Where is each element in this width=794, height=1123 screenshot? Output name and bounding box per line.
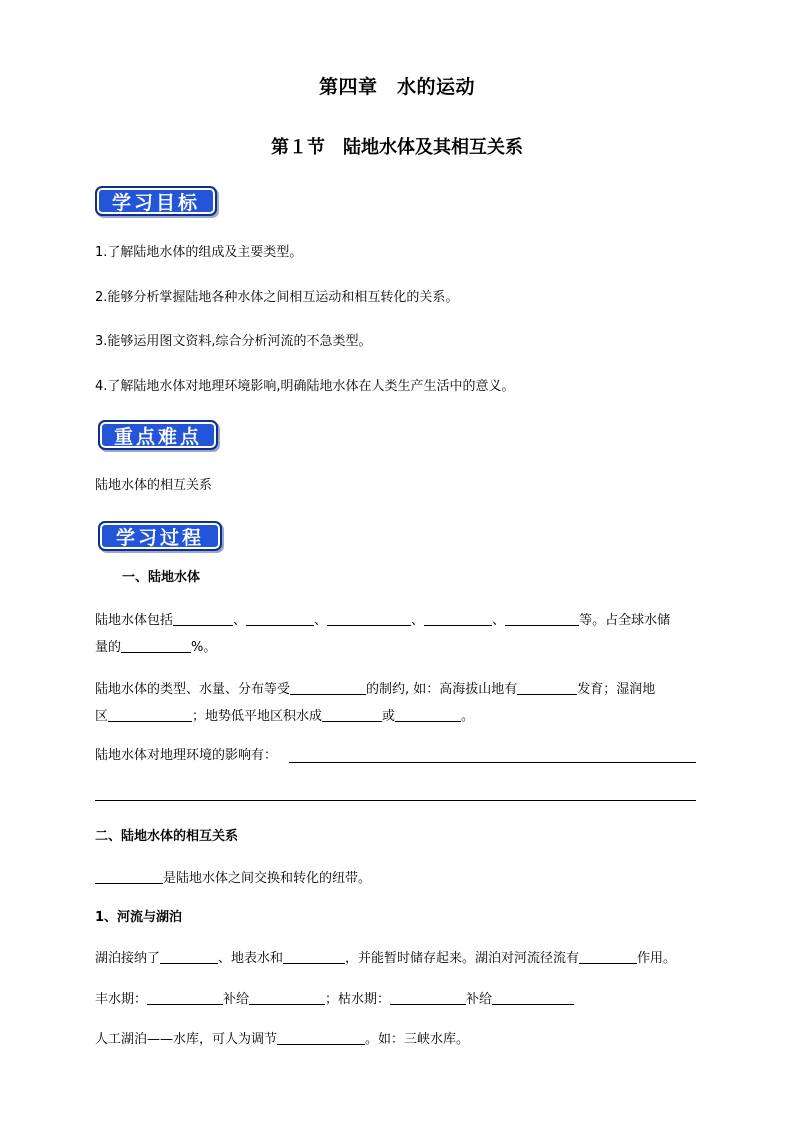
blank[interactable] <box>390 990 466 1005</box>
section1-para1-line2: 量的 %。 <box>95 640 217 655</box>
section-title: 第１节 陆地水体及其相互关系 <box>271 137 523 158</box>
objective-item: 4.了解陆地水体对地理环境影响,明确陆地水体在人类生产生活中的意义。 <box>95 379 515 394</box>
section2-para1: 是陆地水体之间交换和转化的纽带。 <box>95 869 371 888</box>
blank[interactable] <box>290 680 366 695</box>
blank[interactable] <box>277 1030 365 1045</box>
section2-heading: 二、陆地水体的相互关系 <box>95 829 239 844</box>
blank[interactable] <box>147 990 223 1005</box>
key-points-badge: 重点难点 <box>98 420 218 450</box>
blank[interactable] <box>424 611 492 626</box>
answer-line[interactable] <box>289 762 696 763</box>
blank[interactable] <box>505 611 579 626</box>
blank[interactable] <box>95 869 163 884</box>
section2-para2: 湖泊接纳了 、地表水和 ，并能暂时储存起来。湖泊对河流径流有 作用。 <box>95 951 677 966</box>
blank[interactable] <box>395 707 461 722</box>
blank[interactable] <box>283 949 345 964</box>
blank[interactable] <box>121 638 191 653</box>
blank[interactable] <box>160 949 218 964</box>
blank[interactable] <box>108 707 192 722</box>
blank[interactable] <box>322 707 382 722</box>
process-badge: 学习过程 <box>98 521 222 551</box>
section1-para3: 陆地水体对地理环境的影响有： <box>95 748 278 763</box>
key-point-text: 陆地水体的相互关系 <box>95 478 213 493</box>
blank[interactable] <box>327 611 411 626</box>
blank[interactable] <box>517 680 577 695</box>
answer-line[interactable] <box>95 800 696 801</box>
objective-item: 2.能够分析掌握陆地各种水体之间相互运动和相互转化的关系。 <box>95 290 459 305</box>
objectives-badge: 学习目标 <box>95 186 217 216</box>
objective-item: 1.了解陆地水体的组成及主要类型。 <box>95 245 303 260</box>
section1-para2-line2: 区 ；地势低平地区积水成 或 。 <box>95 709 475 724</box>
section1-para2-line1: 陆地水体的类型、水量、分布等受 的制约, 如：高海拔山地有 发育；湿润地 <box>95 682 656 697</box>
blank[interactable] <box>579 949 637 964</box>
section2-para4: 人工湖泊——水库，可人为调节 。如：三峡水库。 <box>95 1032 470 1047</box>
objective-item: 3.能够运用图文资料,综合分析河流的不急类型。 <box>95 334 372 349</box>
blank[interactable] <box>173 611 233 626</box>
blank[interactable] <box>246 611 314 626</box>
section2-sub1: 1、河流与湖泊 <box>95 910 183 925</box>
blank[interactable] <box>492 990 574 1005</box>
section2-para3: 丰水期： 补给 ；枯水期： 补给 <box>95 990 574 1009</box>
section1-para1-line1: 陆地水体包括 、 、 、 、 等。占全球水储 <box>95 613 671 628</box>
section1-heading: 一、陆地水体 <box>122 570 201 585</box>
chapter-title: 第四章 水的运动 <box>318 76 475 98</box>
blank[interactable] <box>249 990 325 1005</box>
